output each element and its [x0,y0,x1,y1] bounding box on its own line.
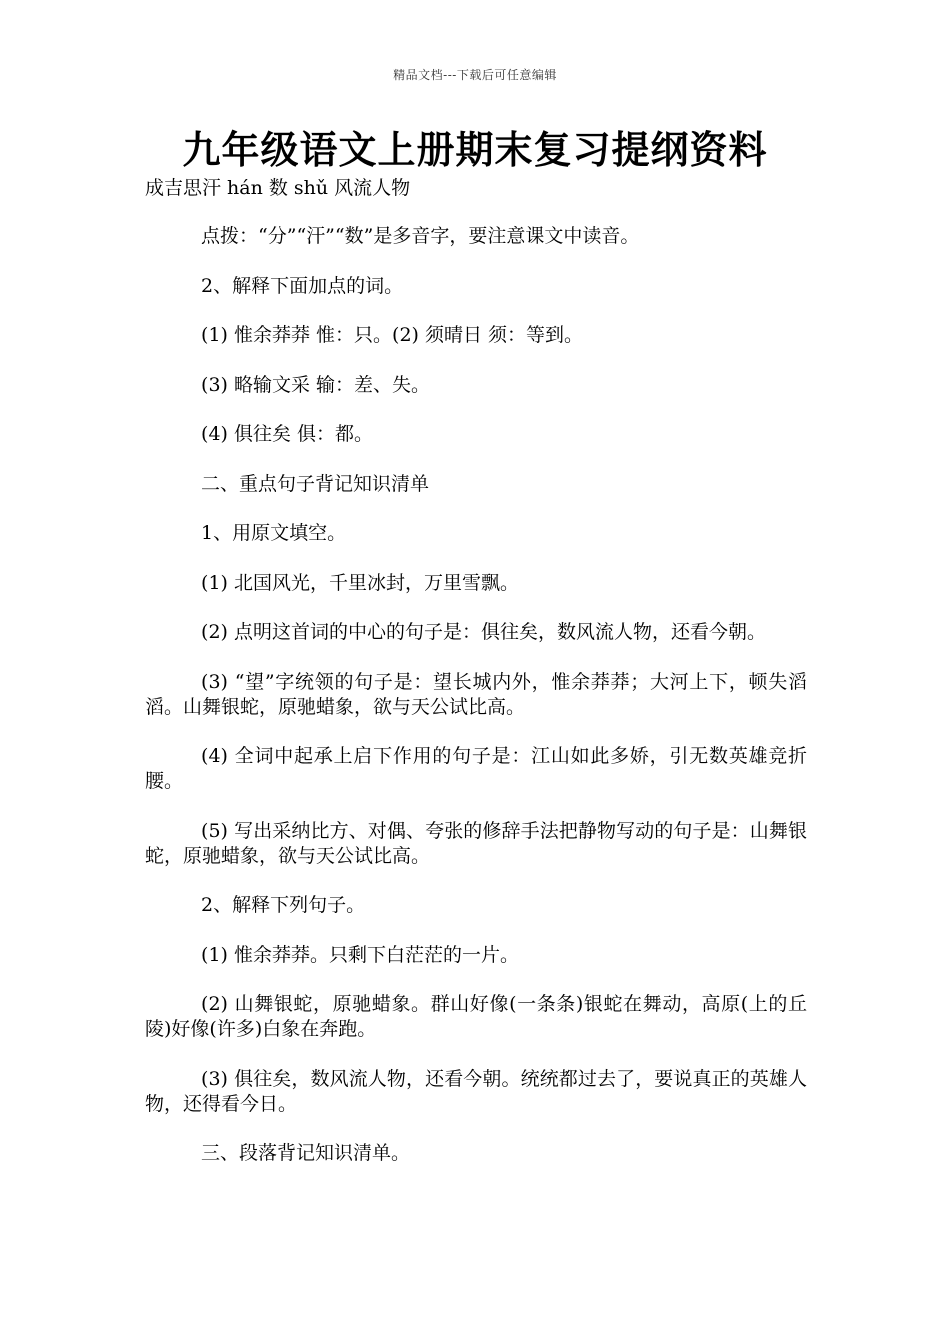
paragraph: (1) 北国风光，千里冰封，万里雪飘。 [201,571,520,594]
paragraph: 点拨：“分”“汗”“数”是多音字，要注意课文中读音。 [201,225,640,247]
paragraph: (3) 俱往矣，数风流人物，还看今朝。统统都过去了，要说真正的英雄人物，还得看今日。 [145,1067,807,1115]
paragraph: (1) 惟余莽莽 惟：只。(2) 须晴日 须：等到。 [201,324,584,346]
paragraph: (4) 全词中起承上启下作用的句子是：江山如此多娇，引无数英雄竞折腰。 [145,745,807,792]
paragraph: 2、解释下面加点的词。 [201,274,404,297]
pinyin-note-line: 成吉思汗 hán 数 shǔ 风流人物 [145,177,411,199]
document-body [145,224,807,1191]
page-header-note: 精品文档---下载后可任意编辑 [393,68,557,82]
paragraph: (2) 山舞银蛇，原驰蜡象。群山好像(一条条)银蛇在舞动，高原(上的丘陵)好像(许多)白象在奔跑。 [145,993,807,1040]
document-title: 九年级语文上册期末复习提纲资料 [182,127,768,172]
paragraph: (2) 点明这首词的中心的句子是：俱往矣，数风流人物，还看今朝。 [201,621,767,643]
section-heading: 二、重点句子背记知识清单 [201,472,430,495]
paragraph: 1、用原文填空。 [201,522,347,544]
paragraph: (5) 写出采纳比方、对偶、夸张的修辞手法把静物写动的句子是：山舞银蛇，原驰蜡象，欲与天公试比高。 [145,819,807,867]
paragraph: (3) “望”字统领的句子是：望长城内外，惟余莽莽；大河上下，顿失滔滔。山舞银蛇，原驰蜡象，欲与天公试比高。 [145,670,807,718]
paragraph: (4) 俱往矣 俱：都。 [201,423,374,445]
paragraph: (1) 惟余莽莽。只剩下白茫茫的一片。 [201,943,520,966]
paragraph: (3) 略输文采 输：差、失。 [201,373,431,396]
paragraph: 2、解释下列句子。 [201,894,366,916]
section-heading: 三、段落背记知识清单。 [201,1142,411,1164]
